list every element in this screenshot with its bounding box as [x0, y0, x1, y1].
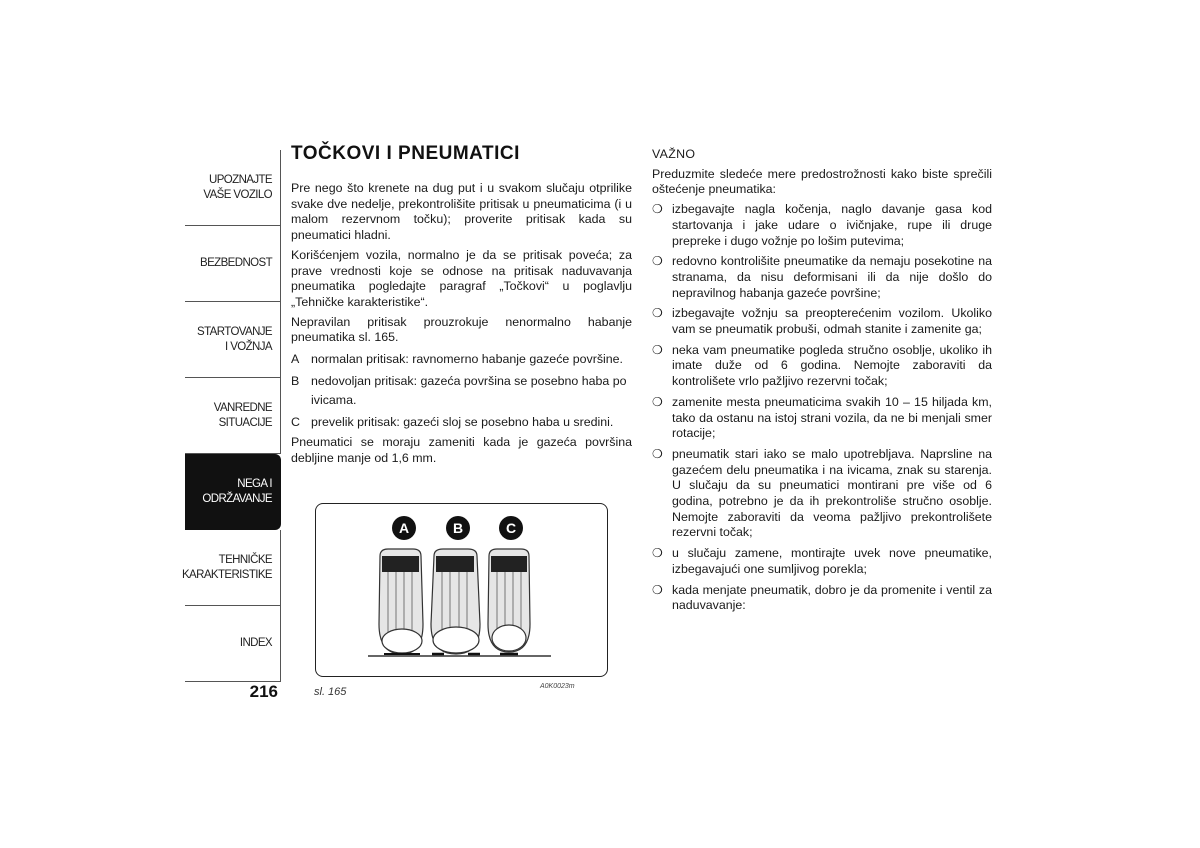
- list-letter: C: [291, 415, 300, 430]
- right-column: [652, 147, 992, 619]
- list-item: [652, 546, 992, 577]
- list-letter: B: [291, 374, 300, 389]
- list-item: [652, 202, 992, 249]
- important-heading: VAŽNO: [652, 147, 696, 161]
- figure-code: A0K0023m: [540, 683, 575, 690]
- tyre-wear-figure: [315, 503, 608, 677]
- list-text: izbegavajte nagla kočenja, naglo davanje gasa kod startovanja i jake udare o ivičnjake, rupe ili druge prepreke i dugo vožnje po lošim putevima;: [672, 202, 992, 248]
- page-number: 216: [249, 682, 278, 701]
- list-text: u slučaju zamene, montirajte uvek nove pneumatike, izbegavajući one sumljivog porekla;: [672, 546, 992, 576]
- paragraph-pressure-increase: Korišćenjem vozila, normalno je da se pritisak poveća; za prave vrednosti koje se odnose na pritisak naduvavanja pneumatika pogledajte paragraf „Točkovi“ u poglavlju „Tehničke karakteristike“.: [291, 247, 632, 309]
- list-item: [652, 395, 992, 442]
- list-item-b: [291, 372, 632, 410]
- bullet-circle-icon: ❍: [652, 582, 663, 597]
- left-column: [291, 143, 632, 470]
- paragraph-pressure-check: Pre nego što krenete na dug put i u svakom slučaju otprilike svake dve nedelje, prekontrolišite pritisak u pneumaticima (i u malom rezervnom točku); proverite pritisak kada su pneumatici hladni.: [291, 181, 632, 243]
- bullet-circle-icon: ❍: [652, 254, 663, 269]
- list-text: nedovoljan pritisak: gazeća površina se posebno haba po ivicama.: [311, 374, 627, 408]
- list-item: [652, 254, 992, 301]
- label-b: B: [452, 520, 464, 536]
- label-c-badge: [499, 516, 523, 540]
- list-item: [652, 306, 992, 337]
- bullet-circle-icon: ❍: [652, 342, 663, 357]
- label-c: C: [505, 520, 517, 536]
- paragraph-tread-depth: Pneumatici se moraju zameniti kada je gazeća površina debljine manje od 1,6 mm.: [291, 435, 632, 465]
- bullet-circle-icon: ❍: [652, 446, 663, 461]
- sidebar-item-tehnicke[interactable]: TEHNIČKE KARAKTERISTIKE: [185, 530, 281, 606]
- sidebar-item-vanredne[interactable]: VANREDNE SITUACIJE: [185, 378, 281, 454]
- list-text: redovno kontrolišite pneumatike da nemaju posekotine na stranama, da nisu deformisani ili da nije došlo do nepravilnog habanja gazeće površine;: [672, 254, 992, 300]
- list-item: [652, 343, 992, 390]
- sidebar-item-startovanje[interactable]: STARTOVANJE I VOŽNJA: [185, 302, 281, 378]
- tyre-c-drawing: [488, 549, 530, 654]
- tyre-b-drawing: [431, 549, 480, 654]
- list-text: kada menjate pneumatik, dobro je da promenite i ventil za naduvavanje:: [672, 582, 992, 613]
- list-item-a: [291, 350, 632, 369]
- bullet-circle-icon: ❍: [652, 394, 663, 409]
- list-text: zamenite mesta pneumaticima svakih 10 – 15 hiljada km, tako da ostanu na istoj strani vozila, da ne bi menjali smer rotacije;: [672, 394, 992, 441]
- figure-caption: sl. 165: [314, 686, 347, 698]
- important-intro: Preduzmite sledeće mere predostrožnosti kako biste sprečili oštećenje pneumatika:: [652, 166, 992, 197]
- bullet-circle-icon: ❍: [652, 546, 663, 561]
- list-letter: A: [291, 352, 300, 367]
- sidebar-item-upoznajte[interactable]: UPOZNAJTE VAŠE VOZILO: [185, 150, 281, 226]
- tyre-illustration: [316, 504, 606, 675]
- precaution-list: [652, 202, 992, 614]
- list-item-c: [291, 413, 632, 432]
- label-a-badge: [392, 516, 416, 540]
- list-item: [652, 447, 992, 541]
- bullet-circle-icon: ❍: [652, 202, 663, 217]
- paragraph-irregular-wear: Nepravilan pritisak prouzrokuje nenormalno habanje pneumatika sl. 165.: [291, 314, 632, 345]
- page-title: TOČKOVI I PNEUMATICI: [291, 143, 520, 164]
- label-b-badge: [446, 516, 470, 540]
- bullet-circle-icon: ❍: [652, 306, 663, 321]
- list-text: normalan pritisak: ravnomerno habanje gazeće površine.: [311, 352, 624, 367]
- chapter-sidebar: [181, 150, 281, 682]
- list-text: prevelik pritisak: gazeći sloj se posebno haba u sredini.: [311, 415, 614, 430]
- tyre-a-drawing: [379, 549, 423, 654]
- list-text: pneumatik stari iako se malo upotrebljava. Naprsline na gazećem delu pneumatika i na ivicama, znak su starenja. U slučaju da su pneumatici montirani pre više od 6 godina, potrebno je da ih prekontroliše stručno osoblje. Nemojte zaboraviti da veoma pažljivo prekontrolišete rezervni točak;: [672, 446, 992, 540]
- sidebar-item-bezbednost[interactable]: BEZBEDNOST: [185, 226, 281, 302]
- label-a: A: [398, 520, 410, 536]
- list-text: izbegavajte vožnju sa preopterećenim vozilom. Ukoliko vam se pneumatik probuši, odmah stanite i zamenite ga;: [672, 306, 992, 337]
- list-text: neka vam pneumatike pogleda stručno osoblje, ukoliko ih imate duže od 6 godina. Nemojte zaboraviti da kontrolišete vrlo pažljivo rezervni točak;: [672, 342, 992, 389]
- sidebar-item-nega-active[interactable]: NEGA I ODRŽAVANJE: [185, 454, 281, 530]
- list-item: [652, 583, 992, 614]
- sidebar-item-index[interactable]: INDEX: [185, 606, 281, 682]
